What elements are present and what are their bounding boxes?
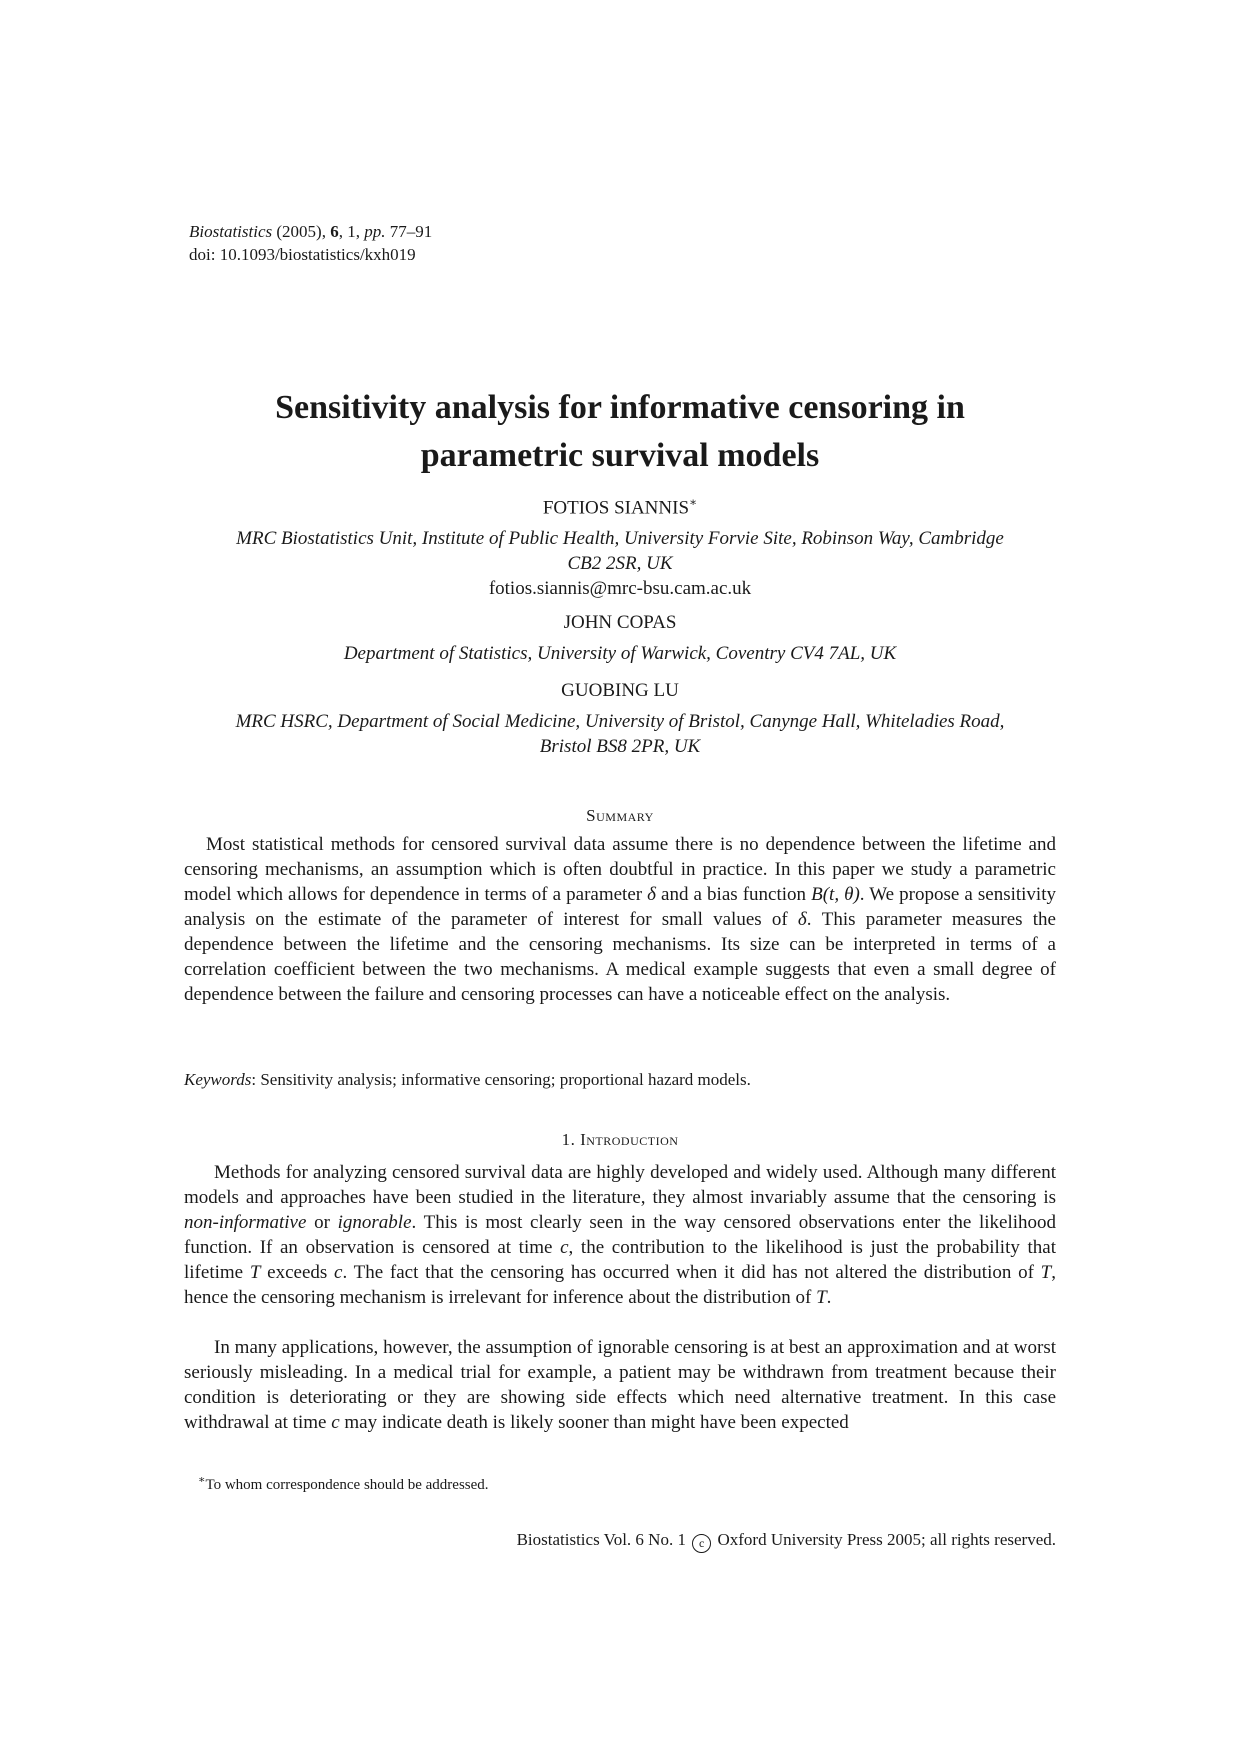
author-2-name: JOHN COPAS bbox=[563, 612, 677, 633]
paper-title bbox=[160, 384, 1080, 480]
correspondence-footnote: ∗To whom correspondence should be addressed. bbox=[198, 1474, 489, 1493]
journal-year: (2005), bbox=[276, 222, 326, 241]
summary-heading: Summary bbox=[586, 806, 654, 825]
copyright-icon: c bbox=[692, 1534, 711, 1553]
introduction-paragraph-2: In many applications, however, the assumption of ignorable censoring is at best an approximation and at worst seriously misleading. In a medical trial for example, a patient may be withdrawn from treatment because their condition is deteriorating or they are showing side effects which need alternative treatment. In this case withdrawal at time c may indicate death is likely sooner than might have been expected bbox=[184, 1337, 1056, 1433]
citation-line bbox=[189, 220, 432, 243]
introduction-paragraph-1: Methods for analyzing censored survival data are highly developed and widely used. Although many different models and approaches have been studied in the literature, they almost invariably assume that the censoring is non-informative or ignorable. This is most clearly seen in the way censored observations enter the likelihood function. If an observation is censored at time c, the contribution to the likelihood is just the probability that lifetime T exceeds c. The fact that the censoring has occurred when it did has not altered the distribution of T, hence the censoring mechanism is irrelevant for inference about the distribution of T. bbox=[184, 1162, 1056, 1308]
copyright-footer: Biostatistics Vol. 6 No. 1 c Oxford University Press 2005; all rights reserved. bbox=[460, 1528, 1056, 1553]
author-3-name: GUOBING LU bbox=[561, 680, 679, 701]
introduction-heading: 1. Introduction bbox=[561, 1130, 679, 1149]
journal-volume: 6 bbox=[330, 222, 339, 241]
author-3-block bbox=[180, 678, 1060, 759]
journal-pages: 77–91 bbox=[385, 222, 433, 241]
author-2-affiliation: Department of Statistics, University of Warwick, Coventry CV4 7AL, UK bbox=[343, 643, 897, 664]
author-1-name: FOTIOS SIANNIS∗ bbox=[542, 495, 698, 519]
journal-name: Biostatistics bbox=[189, 222, 273, 241]
title-line-2: parametric survival models bbox=[420, 437, 820, 474]
keywords-line bbox=[184, 1068, 751, 1091]
journal-header bbox=[189, 220, 432, 266]
author-1-block bbox=[180, 490, 1060, 601]
journal-issue: , 1, bbox=[338, 222, 365, 241]
author-1-email[interactable]: fotios.siannis@mrc-bsu.cam.ac.uk bbox=[488, 578, 752, 600]
pages-prefix: pp. bbox=[364, 222, 386, 241]
keywords-text: : Sensitivity analysis; informative censoring; proportional hazard models. bbox=[251, 1070, 751, 1089]
keywords-label: Keywords bbox=[184, 1070, 252, 1089]
title-line-1: Sensitivity analysis for informative censoring in bbox=[275, 389, 965, 426]
doi-line: doi: 10.1093/biostatistics/kxh019 bbox=[189, 245, 416, 264]
author-3-affiliation: MRC HSRC, Department of Social Medicine, University of Bristol, Canynge Hall, Whiteladies Road, Bristol BS8 2PR, UK bbox=[235, 711, 1005, 757]
author-2-block bbox=[180, 610, 1060, 666]
summary-paragraph: Most statistical methods for censored survival data assume there is no dependence between the lifetime and censoring mechanisms, an assumption which is often doubtful in practice. In this paper we study a parametric model which allows for dependence in terms of a parameter δ and a bias function B(t, θ). We propose a sensitivity analysis on the estimate of the parameter of interest for small values of δ. This parameter measures the dependence between the lifetime and the censoring mechanisms. Its size can be interpreted in terms of a correlation coefficient between the two mechanisms. A medical example suggests that even a small degree of dependence between the failure and censoring processes can have a noticeable effect on the analysis. bbox=[184, 834, 1056, 1005]
author-1-affiliation: MRC Biostatistics Unit, Institute of Public Health, University Forvie Site, Robinson Way, Cambridge CB2 2SR, UK bbox=[236, 528, 1004, 575]
